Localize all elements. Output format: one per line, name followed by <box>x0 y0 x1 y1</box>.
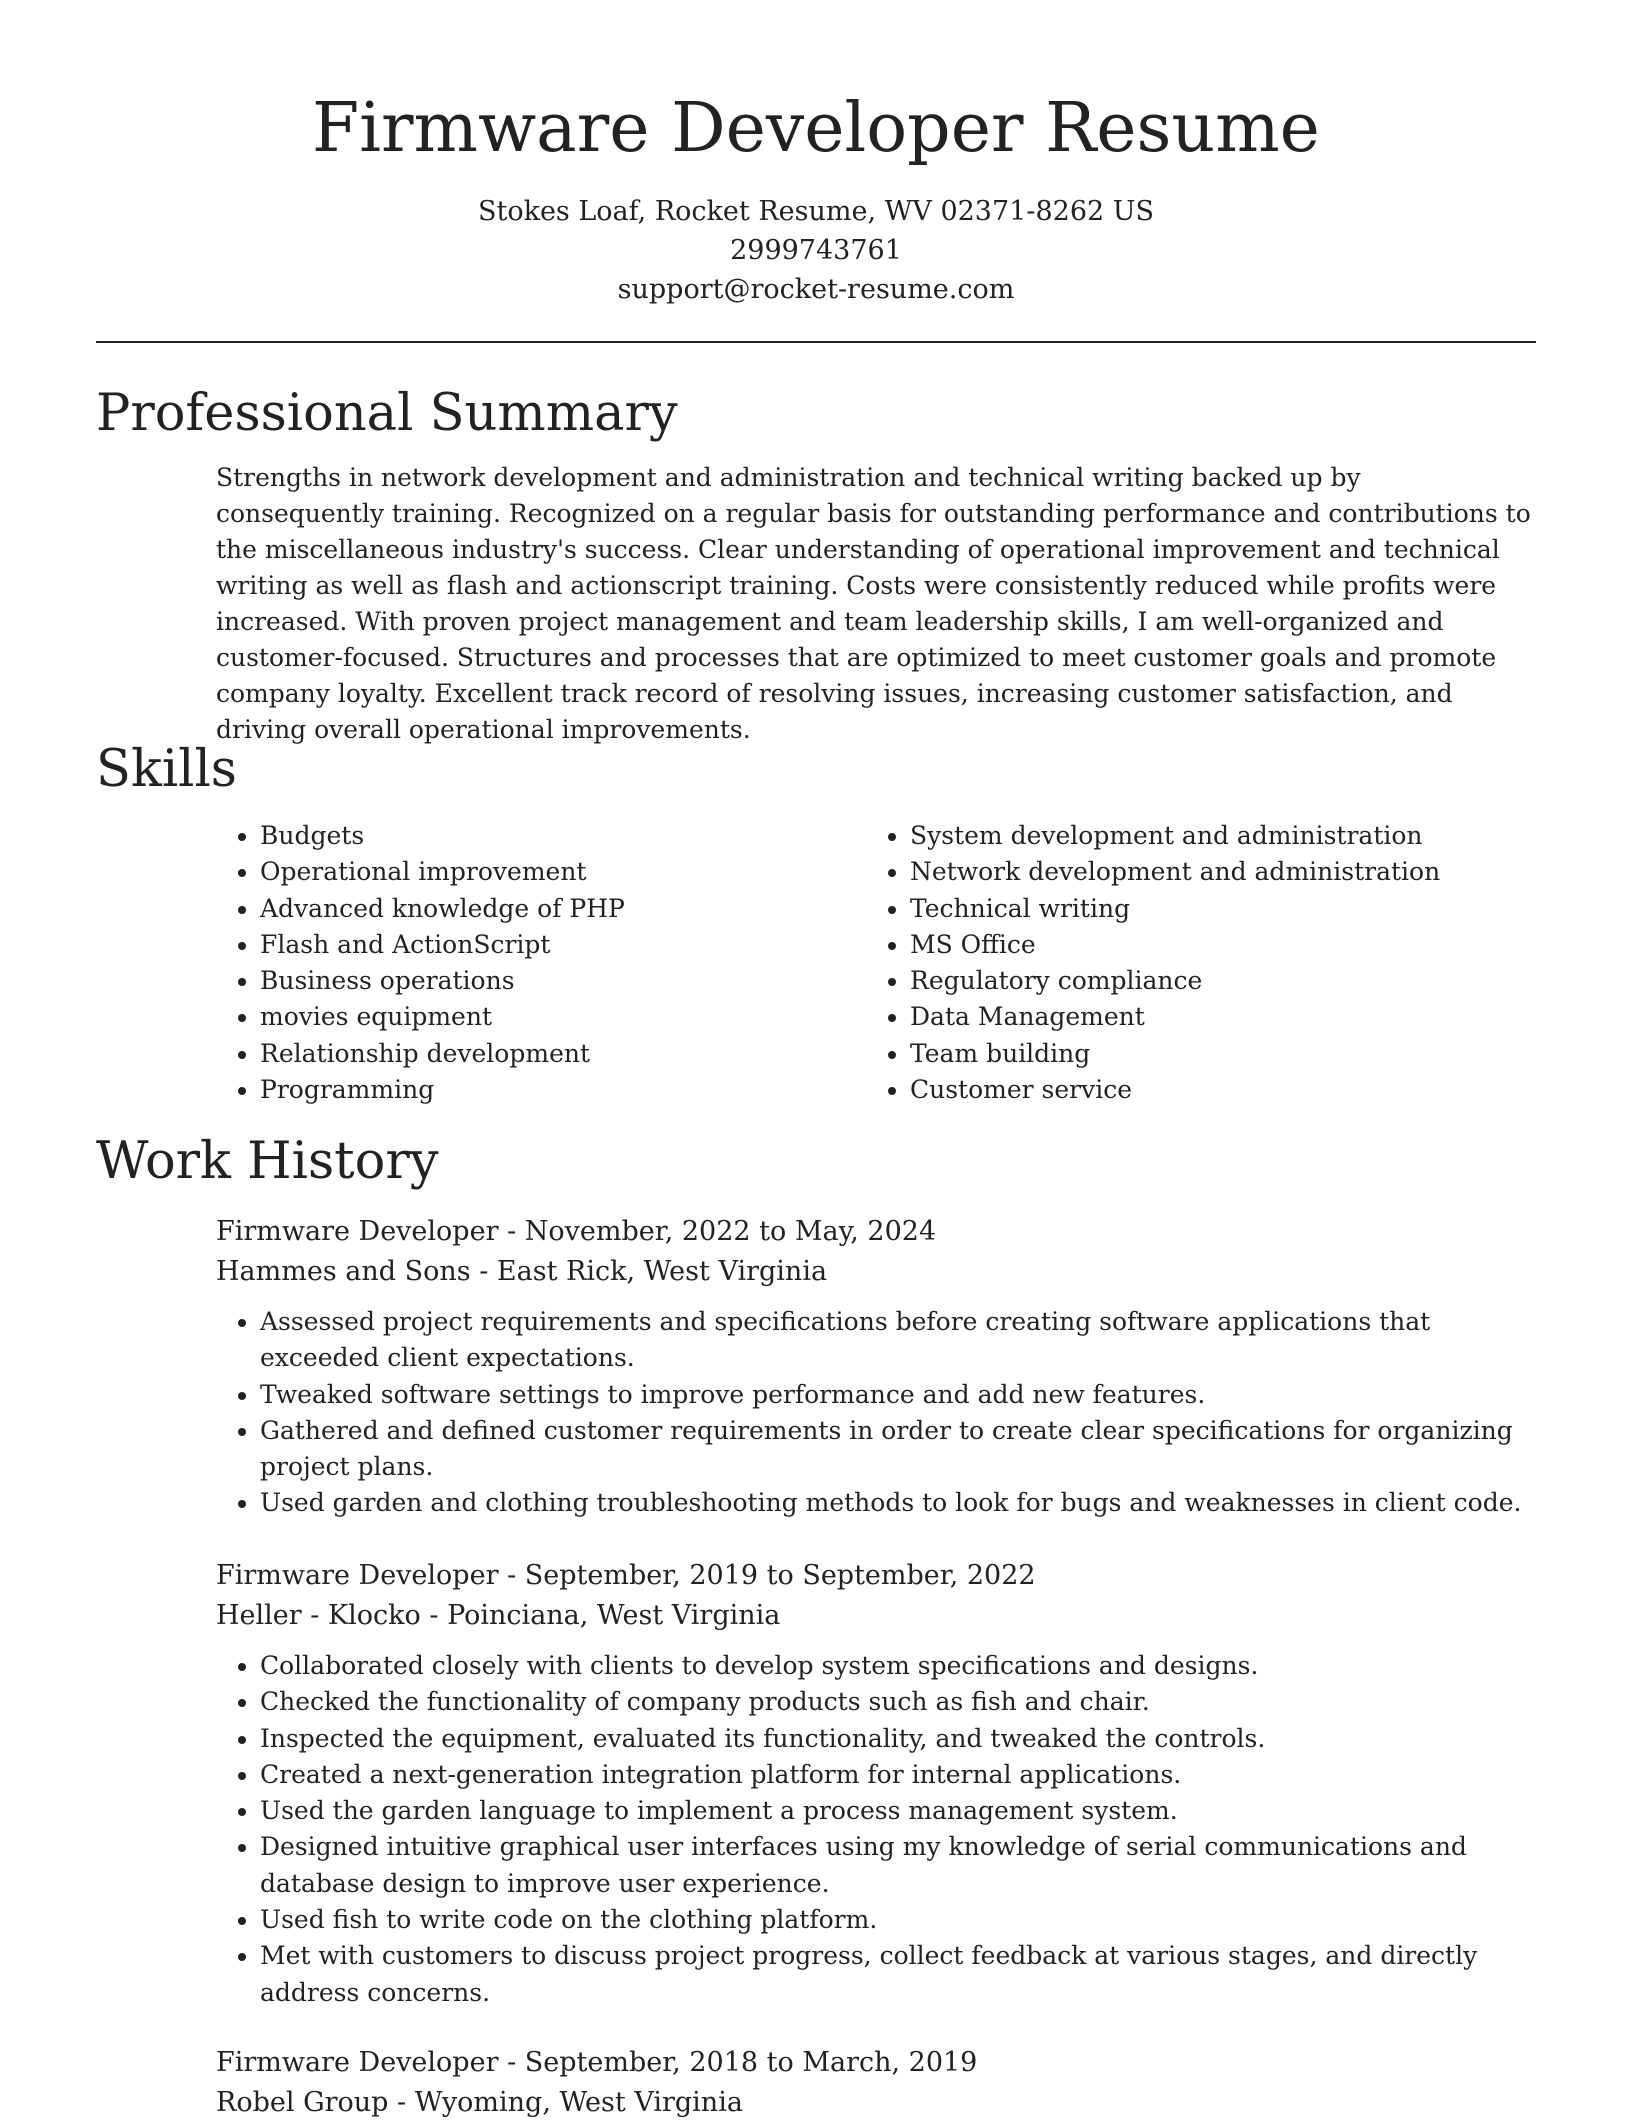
job-location: Poinciana, West Virginia <box>447 1600 781 1631</box>
skill-item: • Business operations <box>260 963 866 999</box>
work-history-heading: Work History <box>96 1132 439 1191</box>
job-company-line: Hammes and Sons - East Rick, West Virginia <box>216 1256 828 1287</box>
summary-text: Strengths in network development and administration and technical writing backed up by consequently training. Recognized on a regular basis for outstanding performance and contributions to the miscellaneous industry's success. Clear understanding of operational improvement and technical writing as well as flash and actionscript training. Costs were consistently reduced while profits were increased. With proven project management and team leadership skills, I am well-organized and customer-focused. Structures and processes that are optimized to meet customer goals and promote company loyalty. Excellent track record of resolving issues, increasing customer satisfaction, and driving overall operational improvements. <box>216 463 1531 744</box>
skill-item: • System development and administration <box>910 818 1516 854</box>
skill-item: • MS Office <box>910 927 1516 963</box>
job-entry <box>216 1556 1536 2011</box>
job-company-line: Robel Group - Wyoming, West Virginia <box>216 2087 743 2118</box>
skill-item: • Programming <box>260 1072 866 1108</box>
job-company-line: Heller - Klocko - Poinciana, West Virginia <box>216 1600 781 1631</box>
header-divider <box>96 341 1536 343</box>
skill-item: • Network development and administration <box>910 854 1516 890</box>
skills-column-right <box>866 818 1516 1108</box>
skill-item: • Relationship development <box>260 1036 866 1072</box>
summary-heading: Professional Summary <box>96 384 678 443</box>
job-dates: September, 2018 to March, 2019 <box>524 2047 978 2078</box>
job-entry <box>216 2043 1536 2123</box>
job-bullets <box>216 1304 1536 1522</box>
job-company: Heller - Klocko <box>216 1600 421 1631</box>
job-bullet: • Checked the functionality of company products such as fish and chair. <box>260 1684 1536 1720</box>
job-company: Hammes and Sons <box>216 1256 471 1287</box>
resume-header <box>0 0 1632 309</box>
job-company: Robel Group <box>216 2087 389 2118</box>
job-bullet: • Designed intuitive graphical user interfaces using my knowledge of serial communications and database design to improve user experience. <box>260 1829 1536 1902</box>
skill-item: • Flash and ActionScript <box>260 927 866 963</box>
skill-item: • Technical writing <box>910 891 1516 927</box>
job-location: Wyoming, West Virginia <box>414 2087 743 2118</box>
job-title: Firmware Developer <box>216 2047 499 2078</box>
skills-heading: Skills <box>96 740 237 799</box>
job-bullet: • Created a next-generation integration platform for internal applications. <box>260 1757 1536 1793</box>
skill-item: • Operational improvement <box>260 854 866 890</box>
email: support@rocket-resume.com <box>617 274 1015 305</box>
job-location: East Rick, West Virginia <box>496 1256 828 1287</box>
skills-column-left <box>216 818 866 1108</box>
skills-list <box>216 818 1536 1108</box>
job-title: Firmware Developer <box>216 1216 499 1247</box>
skill-item: • Budgets <box>260 818 866 854</box>
job-title: Firmware Developer <box>216 1560 499 1591</box>
job-bullet: • Tweaked software settings to improve performance and add new features. <box>260 1377 1536 1413</box>
job-bullet: • Assessed project requirements and specifications before creating software applications that exceeded client expectations. <box>260 1304 1536 1377</box>
job-title-line: Firmware Developer - September, 2018 to March, 2019 <box>216 2047 978 2078</box>
job-entry <box>216 1212 1536 1522</box>
page-title: Firmware Developer Resume <box>312 89 1320 168</box>
skill-item: • Regulatory compliance <box>910 963 1516 999</box>
job-bullet: • Gathered and defined customer requirements in order to create clear specifications for organizing project plans. <box>260 1413 1536 1486</box>
job-title-line: Firmware Developer - November, 2022 to May, 2024 <box>216 1216 937 1247</box>
skill-item: • Advanced knowledge of PHP <box>260 891 866 927</box>
job-title-line: Firmware Developer - September, 2019 to September, 2022 <box>216 1560 1036 1591</box>
job-bullet: • Used garden and clothing troubleshooting methods to look for bugs and weaknesses in client code. <box>260 1485 1536 1521</box>
address: Stokes Loaf, Rocket Resume, WV 02371-8262 US <box>477 196 1155 227</box>
skill-item: • Team building <box>910 1036 1516 1072</box>
contact-info <box>0 192 1632 309</box>
job-bullet: • Met with customers to discuss project progress, collect feedback at various stages, and directly address concerns. <box>260 1938 1536 2011</box>
skill-item: • Data Management <box>910 999 1516 1035</box>
job-bullet: • Used fish to write code on the clothing platform. <box>260 1902 1536 1938</box>
job-bullet: • Collaborated closely with clients to develop system specifications and designs. <box>260 1648 1536 1684</box>
skill-item: • Customer service <box>910 1072 1516 1108</box>
skill-item: • movies equipment <box>260 999 866 1035</box>
job-dates: September, 2019 to September, 2022 <box>524 1560 1036 1591</box>
job-bullet: • Inspected the equipment, evaluated its functionality, and tweaked the controls. <box>260 1721 1536 1757</box>
phone: 2999743761 <box>730 235 902 266</box>
job-dates: November, 2022 to May, 2024 <box>524 1216 937 1247</box>
job-bullets <box>216 1648 1536 2011</box>
job-bullet: • Used the garden language to implement a process management system. <box>260 1793 1536 1829</box>
